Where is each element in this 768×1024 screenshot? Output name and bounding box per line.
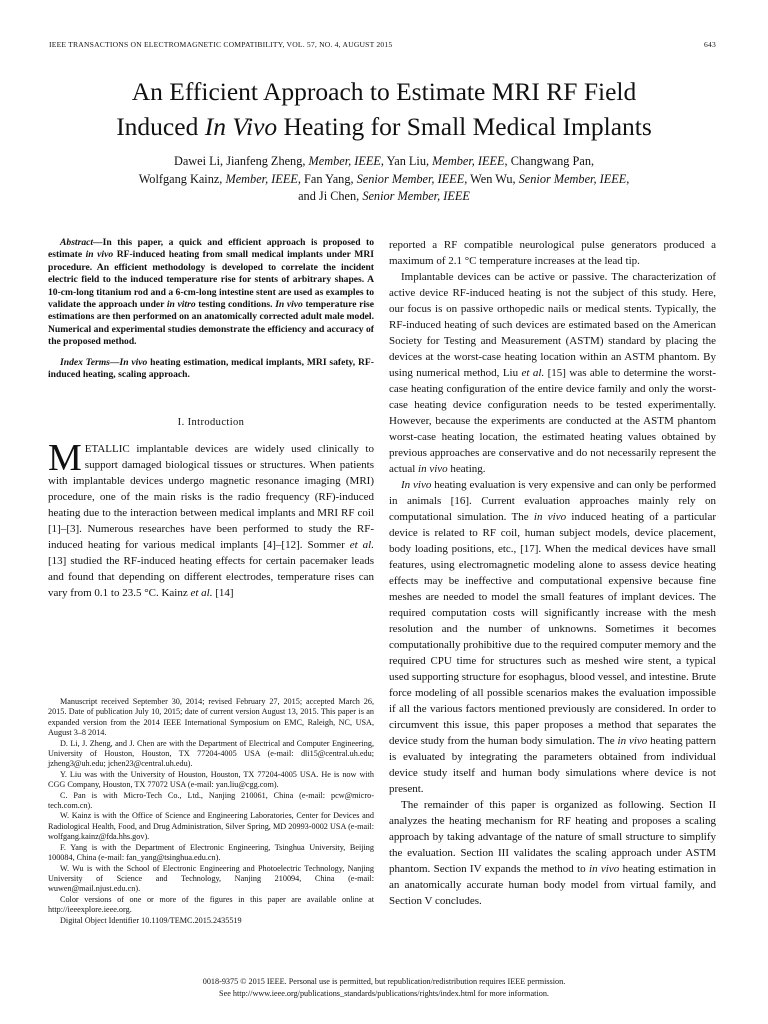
author-name: Fan Yang, xyxy=(304,171,357,186)
author-name: Changwang Pan, xyxy=(510,154,595,168)
body-paragraph xyxy=(389,269,716,477)
italic-text-run: et al. xyxy=(521,367,545,379)
text-run: ETALLIC implantable devices are widely used clinically to support damaged biological tissues or structures. When patients with implantable devices undergo magnetic resonance imaging (MRI) procedure, one of the main risks is the radio frequency (RF)-induced heating due to the interaction between medical implants and MRI RF coil [1]–[3]. Numerous researches have been performed to study the RF-induced heating for various medical implants [4]–[12]. Sommer xyxy=(48,443,374,552)
text-run: testing conditions. xyxy=(195,299,276,311)
page-number: 643 xyxy=(704,40,716,49)
italic-text-run: in vivo xyxy=(533,511,567,523)
text-run: [14] xyxy=(212,587,234,600)
footnote: C. Pan is with Micro-Tech Co., Ltd., Nanjing 210061, China (e-mail: pcw@micro-tech.com.cn). xyxy=(48,790,374,811)
footnote: Y. Liu was with the University of Houston, Houston, TX 77204-4005 USA. He is now with CGG Company, Houston, TX 77072 USA (e-mail: yan.liu@cgg.com). xyxy=(48,769,374,790)
text-run: reported a RF compatible neurological pulse generators produced a maximum of 2.1 °C temperature increases at the lead tip. xyxy=(389,239,716,267)
footnote: F. Yang is with the Department of Electronic Engineering, Tsinghua University, Beijing 100084, China (e-mail: fan_yang@tsinghua.edu.cn). xyxy=(48,842,374,863)
index-terms-label: Index Terms— xyxy=(60,356,120,368)
text-run: RF-induced heating from small medical implants under MRI procedure. An efficient methodology is developed to correlate the incident electric field to the induced temperature rise for stents of arbitrary shapes. A 10-cm-long titanium rod and a 6-cm-long intestine stent are used as examples to validate the approach under xyxy=(48,249,374,311)
title-line-2-post: Heating for Small Medical Implants xyxy=(277,112,652,141)
italic-text-run: In vivo xyxy=(119,356,148,368)
text-run: heating estimation, medical implants, MRI safety, RF-induced heating, scaling approach. xyxy=(48,356,374,381)
italic-text-run: in vitro xyxy=(166,299,196,311)
italic-text-run: et al. xyxy=(349,539,374,552)
text-run: heating estimation in an anatomically accurate human body model from virtual family, and Section V concludes. xyxy=(389,863,716,907)
text-run: The remainder of this paper is organized as following. Section II analyzes the heating mechanism for RF heating and proposes a scaling approach by taking advantage of the nature of small structure to simplify the evaluation. Section III validates the scaling approach under ASTM phantom. Section IV expands the method to xyxy=(389,799,716,875)
text-run: [15] was able to determine the worst-case heating configuration of the entire device family and only the worst-case heating device configuration needs to be tested experimentally. However, because the experiments are conducted at the ASTM phantom worst-case heating location, the estimated heating values obtained by previous approaches are conservative and do not necessarily represent the actual xyxy=(389,367,716,475)
title-line-2-pre: Induced xyxy=(116,112,205,141)
intro-paragraph xyxy=(48,437,374,601)
footnote: D. Li, J. Zheng, and J. Chen are with the Department of Electrical and Computer Engineering, University of Houston, Houston, TX 77204-4005 USA (e-mail: dli15@central.uh.edu; jzheng3@uh.edu; jchen23@central.uh.edu). xyxy=(48,738,374,769)
italic-text-run: in vivo xyxy=(85,249,114,261)
author-role: Member, IEEE xyxy=(432,154,505,168)
footer-line-2: See http://www.ieee.org/publications_standards/publications/rights/index.html for more information. xyxy=(219,989,549,998)
italic-text-run: in vivo xyxy=(617,735,648,747)
italic-text-run: in vivo xyxy=(589,863,620,875)
author-role: Senior Member, IEEE xyxy=(356,171,465,186)
footnote: Digital Object Identifier 10.1109/TEMC.2015.2435519 xyxy=(60,915,242,925)
author-name: Dawei Li, xyxy=(173,154,227,168)
copyright-footer xyxy=(0,976,768,1000)
right-column xyxy=(389,237,716,909)
abstract-label: Abstract— xyxy=(60,237,103,248)
italic-text-run: in vivo xyxy=(418,463,448,475)
text-run: induced heating of a particular device is related to RF coil, human subject models, device placement, body loading positions, etc., [17]. When the medical devices have small features, using electromagnetic modeling alone to assess device heating effects may be ineffective and computational expensive because fine meshes are needed to model the small features of implant devices. The required computation costs will significantly increase with the mesh resolution and the number of unknowns. Sometimes it becomes computationally prohibitive due to the required computer memory and the required CPU time for structures such as meshed wire stent, a typical used supporting structure for esophagus, blood vessel, and intestine. Brute force modeling of all possible scenarios makes the evaluation impossible if all the various factors mentioned previously are considered. In order to circumvent this issue, this paper proposes a method that separates the device study from the human body simulation. The xyxy=(389,511,716,747)
author-role: Member, IEEE xyxy=(308,154,381,168)
author-name: Yan Liu, xyxy=(386,154,433,168)
running-head xyxy=(49,40,716,49)
title-line-1: An Efficient Approach to Estimate MRI RF Field xyxy=(131,77,637,106)
dropcap: M xyxy=(48,437,82,480)
text-run: Implantable devices can be active or passive. The characterization of active device RF-induced heating is not the subject of this study. Here, our focus is on passive orthopedic nails or medical stents. Typically, the RF-induced heating of such devices are estimated based on the American Society for Testing and Measurement (ASTM) standard by placing the devices at the worst-case heating location within an ASTM phantom. By using numerical method, Liu xyxy=(389,271,716,379)
text-run: heating evaluation is very expensive and can only be performed in animals [16]. Current evaluation approaches mainly rely on computational simulation. The xyxy=(389,479,716,523)
author-name: Wen Wu, xyxy=(470,171,519,186)
body-paragraph xyxy=(389,477,716,797)
author-role: Senior Member, IEEE xyxy=(362,189,470,203)
footer-line-1: 0018-9375 © 2015 IEEE. Personal use is permitted, but republication/redistribution requires IEEE permission. xyxy=(202,977,566,986)
author-list: Dawei Li, Jianfeng Zheng, Member, IEEE, Yan Liu, Member, IEEE, Changwang Pan, Wolfgang Kainz, Member, IEEE, Fan Yang, Senior Member, IEEE, Wen Wu, Senior Member, IEEE, and Ji Chen, Senior Member, IEEE xyxy=(138,154,630,203)
text-run: temperature rise estimations are then performed on an anatomically corrected adult male model. Numerical and experimental studies demonstrate the efficiency and accuracy of the proposed method. xyxy=(48,299,374,348)
italic-text-run: In vivo xyxy=(275,299,303,311)
author-role: Member, IEEE xyxy=(225,171,298,186)
title-line-2-italic: In Vivo xyxy=(204,112,278,141)
text-run: [13] studied the RF-induced heating effects for certain pacemaker leads and found that depending on different electrodes, temperature rises can vary from 0.1 to 23.5 °C. Kainz xyxy=(48,555,374,600)
italic-text-run: et al. xyxy=(190,587,213,600)
abstract xyxy=(48,237,374,349)
author-name: Wolfgang Kainz, xyxy=(138,171,226,186)
body-paragraph xyxy=(389,237,716,269)
left-column xyxy=(48,237,374,601)
footnote: Manuscript received September 30, 2014; revised February 27, 2015; accepted March 26, 2015. Date of publication July 10, 2015; date of current version August 13, 2015. This paper is an expanded version from the 2014 IEEE International Symposium on EMC, Raleigh, NC, USA, August 3–8 2014. xyxy=(48,697,374,738)
footnote: W. Kainz is with the Office of Science and Engineering Laboratories, Center for Devices and Radiological Health, Food, and Drug Administration, Silver Spring, MD 20993-0002 USA (e-mail: wolfgang.kainz@fda.hhs.gov). xyxy=(48,811,374,842)
body-paragraph xyxy=(389,797,716,909)
author-name: Jianfeng Zheng, xyxy=(226,154,309,168)
section-heading: I. Introduction xyxy=(177,417,245,429)
journal-header: IEEE TRANSACTIONS ON ELECTROMAGNETIC COMPATIBILITY, VOL. 57, NO. 4, AUGUST 2015 xyxy=(49,40,393,49)
paper-title xyxy=(30,74,738,144)
footnotes xyxy=(48,697,374,926)
footnote: W. Wu is with the School of Electronic Engineering and Photoelectric Technology, Nanjing University of Science and Technology, Nanjing 210094, China (e-mail: wuwen@mail.njust.edu.cn). xyxy=(48,863,374,894)
author-name: and Ji Chen, xyxy=(298,189,363,203)
text-run: heating. xyxy=(447,463,486,475)
text-run: In this paper, a quick and efficient approach is proposed to estimate xyxy=(48,237,374,261)
text-run: heating pattern is evaluated by integrating the parameters obtained from individual device study itself and human body simulations where device is not present. xyxy=(389,735,716,795)
author-role: Senior Member, IEEE xyxy=(518,171,627,186)
index-terms xyxy=(48,357,374,382)
italic-text-run: In vivo xyxy=(401,479,432,491)
footnote: Color versions of one or more of the figures in this paper are available online at http://ieeexplore.ieee.org. xyxy=(48,894,374,915)
